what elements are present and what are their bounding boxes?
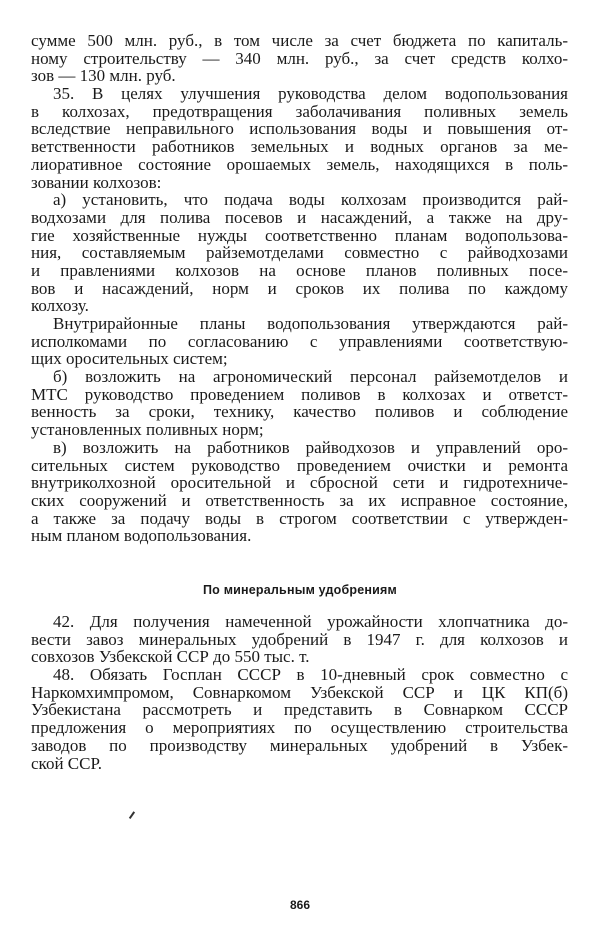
text-line: вести завоз минеральных удобрений в 1947 г. для колхозов и [31, 629, 568, 649]
text-line: зовании колхозов: [31, 172, 162, 192]
text-line: водхозами для полива посевов и насаждений, а также на дру- [31, 207, 568, 227]
text-line: совхозов Узбекской ССР до 550 тыс. т. [31, 647, 310, 667]
text-line: 48. Обязать Госплан СССР в 10-дневный срок совместно с [53, 665, 568, 685]
text-line: МТС руководство проведением поливов в колхозах и ответст- [31, 384, 568, 404]
text-line: Внутрирайонные планы водопользования утверждаются рай- [53, 314, 568, 333]
text-line: колхозу. [31, 296, 89, 316]
text-line: 35. В целях улучшения руководства делом водопользования [53, 84, 568, 104]
text-line: сительных систем руководство проведением очистки и ремонта [31, 455, 568, 475]
text-line: и правлениями колхозов на основе планов поливных посе- [31, 260, 568, 280]
text-line: ской ССР. [31, 753, 103, 773]
text-line: а также за подачу воды в строгом соответствии с утвержден- [31, 508, 568, 528]
text-line: ских сооружений и ответственность за их исправное состояние, [31, 490, 568, 510]
text-line: гие хозяйственные нужды соответственно планам водопользова- [31, 225, 568, 245]
text-line: Наркомхимпромом, Совнаркомом Узбекской ССР и ЦК КП(б) [31, 682, 568, 702]
text-line: лиоративное состояние орошаемых земель, находящихся в поль- [31, 154, 568, 174]
text-line: Узбекистана рассмотреть и представить в Совнарком СССР [31, 700, 568, 720]
scan-mark [129, 811, 135, 818]
text-line: в колхозах, предотвращения заболачивания поливных земель [31, 101, 568, 121]
text-line: а) установить, что подача воды колхозам производится рай- [53, 190, 568, 210]
page-number: 866 [289, 898, 311, 912]
body-text-top [31, 32, 568, 545]
section-heading: По минеральным удобрениям [203, 583, 397, 597]
text-line: внутриколхозной оросительной и сбросной сети и гидротехниче- [31, 473, 568, 493]
text-line: венность за сроки, технику, качество поливов и соблюдение [31, 402, 568, 422]
text-line: 42. Для получения намеченной урожайности хлопчатника до- [53, 612, 568, 631]
text-line: сумме 500 млн. руб., в том числе за счет бюджета по капиталь- [31, 31, 568, 50]
text-line: вов и насаждений, норм и сроков их полива по каждому [31, 278, 568, 298]
text-line: щих оросительных систем; [31, 349, 228, 369]
text-line: ния, составляемым райземотделами совместно с райводхозами [31, 243, 568, 263]
text-line: предложения о мероприятиях по осуществлению строительства [31, 718, 568, 738]
text-line: ным планом водопользования. [31, 526, 252, 546]
text-line: исполкомами по согласованию с управлениями соответствую- [31, 331, 568, 351]
text-line: заводов по производству минеральных удобрений в Узбек- [31, 735, 568, 755]
body-text-bottom [31, 613, 568, 772]
text-line: б) возложить на агрономический персонал райземотделов и [53, 367, 568, 387]
text-line: ветственности работников земельных и водных органов за ме- [31, 137, 568, 157]
text-line: ному строительству — 340 млн. руб., за счет средств колхо- [31, 48, 568, 68]
text-line: в) возложить на работников райводхозов и управлений оро- [53, 437, 568, 457]
text-line: установленных поливных норм; [31, 420, 264, 440]
text-line: вследствие неправильного использования воды и повышения от- [31, 119, 568, 139]
text-line: зов — 130 млн. руб. [31, 66, 176, 86]
